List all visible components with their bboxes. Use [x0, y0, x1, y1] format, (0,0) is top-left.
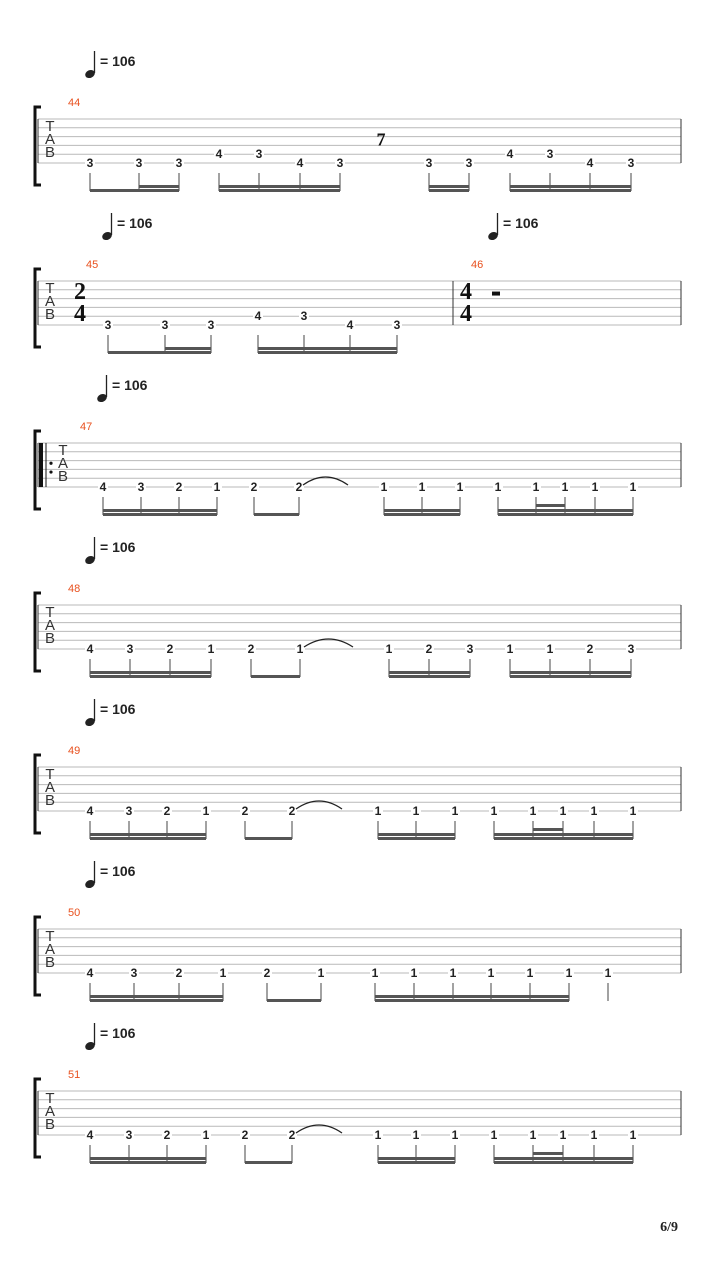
- note-group: [424, 156, 474, 192]
- fret-number: 1: [449, 966, 457, 980]
- fret-number: 1: [219, 966, 227, 980]
- beam: [498, 513, 633, 516]
- tempo-marking: [101, 213, 153, 242]
- beam: [267, 999, 321, 1002]
- repeat-dot: [49, 470, 52, 473]
- beam: [533, 1152, 563, 1155]
- tab-clef-letter: A: [57, 455, 69, 472]
- tab-clef-letter: B: [44, 630, 56, 647]
- fret-number: 4: [86, 642, 94, 656]
- note-group: [103, 318, 216, 354]
- tab-clef-letter: A: [44, 1103, 56, 1120]
- tab-system: [35, 51, 681, 192]
- fret-number: 4: [86, 966, 94, 980]
- fret-number: 1: [565, 966, 573, 980]
- fret-number: 1: [591, 480, 599, 494]
- fret-number: 1: [418, 480, 426, 494]
- tempo-marking: [487, 213, 539, 242]
- tab-clef-letter: A: [44, 293, 56, 310]
- fret-number: 4: [99, 480, 107, 494]
- measure-number: 51: [68, 1069, 81, 1081]
- fret-number: 3: [126, 642, 134, 656]
- fret-number: 1: [529, 1128, 537, 1142]
- tab-clef-letter: B: [44, 954, 56, 971]
- fret-number: 3: [175, 156, 183, 170]
- fret-number: 3: [104, 318, 112, 332]
- tempo-value: = 106: [100, 53, 136, 69]
- tab-clef-letter: A: [44, 941, 56, 958]
- tempo-marking: [96, 375, 148, 404]
- fret-number: 1: [374, 1128, 382, 1142]
- note-group: [246, 642, 305, 678]
- beam: [389, 675, 470, 678]
- beam: [258, 351, 397, 354]
- fret-number: 1: [559, 804, 567, 818]
- beam: [103, 509, 217, 512]
- note-group: [379, 480, 465, 516]
- fret-number: 1: [532, 480, 540, 494]
- tab-clef-letter: T: [45, 766, 55, 783]
- beam: [378, 1161, 455, 1164]
- fret-number: 1: [296, 642, 304, 656]
- tab-system: [35, 537, 681, 678]
- page-number: 6/9: [660, 1220, 678, 1235]
- tab-system: [35, 213, 681, 354]
- fret-number: 2: [288, 1128, 296, 1142]
- beam: [375, 999, 569, 1002]
- tempo-marking: [84, 51, 136, 80]
- note-group: [85, 642, 216, 678]
- tab-system: [35, 375, 681, 516]
- fret-number: 4: [586, 156, 594, 170]
- tab-clef-letter: T: [45, 118, 55, 135]
- fret-number: 1: [590, 804, 598, 818]
- fret-number: 2: [425, 642, 433, 656]
- beam: [219, 189, 340, 192]
- tempo-value: = 106: [503, 215, 539, 231]
- beam: [510, 189, 631, 192]
- measure-number: 49: [68, 745, 81, 757]
- fret-number: 1: [207, 642, 215, 656]
- tab-clef-letter: B: [44, 144, 56, 161]
- fret-number: 1: [559, 1128, 567, 1142]
- beam: [494, 1157, 633, 1160]
- fret-number: 1: [202, 1128, 210, 1142]
- fret-number: 3: [130, 966, 138, 980]
- beam: [90, 189, 179, 192]
- beam: [90, 999, 223, 1002]
- tab-clef-letter: T: [45, 1090, 55, 1107]
- fret-number: 3: [627, 156, 635, 170]
- fret-number: 1: [526, 966, 534, 980]
- tab-clef-letter: B: [44, 306, 56, 323]
- beam: [494, 1161, 633, 1164]
- tempo-value: = 106: [112, 377, 148, 393]
- beam: [378, 833, 455, 836]
- fret-number: 1: [385, 642, 393, 656]
- tempo-marking: [84, 537, 136, 566]
- repeat-dot: [49, 462, 52, 465]
- fret-number: 3: [546, 147, 554, 162]
- eighth-rest: 7: [376, 129, 386, 150]
- measure-number: 44: [68, 97, 81, 109]
- beam: [245, 1161, 292, 1164]
- measure-number: 50: [68, 907, 81, 919]
- fret-number: 4: [296, 156, 304, 170]
- tempo-marking: [84, 861, 136, 890]
- fret-number: 3: [137, 480, 145, 494]
- tempo-value: = 106: [117, 215, 153, 231]
- tempo-value: = 106: [100, 539, 136, 555]
- beam: [90, 1157, 206, 1160]
- tab-clef-letter: T: [45, 604, 55, 621]
- beam: [384, 509, 460, 512]
- fret-number: 3: [336, 156, 344, 170]
- beam: [103, 513, 217, 516]
- tempo-marking: [84, 1023, 136, 1052]
- fret-number: 3: [255, 147, 263, 162]
- fret-number: 2: [241, 1128, 249, 1142]
- beam: [219, 185, 340, 188]
- beam: [254, 513, 299, 516]
- fret-number: 2: [250, 480, 258, 494]
- fret-number: 2: [163, 804, 171, 818]
- fret-number: 1: [546, 642, 554, 656]
- fret-number: 1: [317, 966, 325, 980]
- fret-number: 3: [425, 156, 433, 170]
- fret-number: 2: [166, 642, 174, 656]
- beam: [90, 675, 211, 678]
- beam: [258, 347, 397, 350]
- beam: [429, 189, 469, 192]
- time-signature-bottom: 4: [74, 301, 86, 327]
- note-group: [370, 966, 574, 1002]
- measure-number: 45: [86, 259, 99, 271]
- fret-number: 1: [451, 804, 459, 818]
- fret-number: 2: [163, 1128, 171, 1142]
- fret-number: 1: [506, 642, 514, 656]
- fret-number: 1: [487, 966, 495, 980]
- note-group: [377, 129, 386, 149]
- repeat-thick-bar: [39, 443, 43, 487]
- beam: [510, 671, 631, 674]
- fret-number: 3: [627, 642, 635, 656]
- fret-number: 1: [494, 480, 502, 494]
- fret-number: 2: [586, 642, 594, 656]
- note-group: [603, 966, 613, 1001]
- beam: [389, 671, 470, 674]
- fret-number: 2: [175, 480, 183, 494]
- tempo-value: = 106: [100, 701, 136, 717]
- fret-number: 2: [288, 804, 296, 818]
- fret-number: 4: [254, 309, 262, 324]
- measure-number: 46: [471, 259, 484, 271]
- note-group: [85, 804, 211, 840]
- fret-number: 1: [561, 480, 569, 494]
- beam: [378, 837, 455, 840]
- beam: [375, 995, 569, 998]
- fret-number: 3: [125, 804, 133, 818]
- note-group: [489, 1128, 638, 1164]
- tab-clef-letter: A: [44, 131, 56, 148]
- note-group: [373, 804, 460, 840]
- beam: [510, 185, 631, 188]
- fret-number: 2: [241, 804, 249, 818]
- fret-number: 1: [629, 480, 637, 494]
- beam: [384, 513, 460, 516]
- note-group: [505, 642, 636, 678]
- tab-clef-letter: T: [45, 280, 55, 297]
- beam: [90, 671, 211, 674]
- tempo-marking: [84, 699, 136, 728]
- tab-system: [35, 1023, 681, 1164]
- time-signature-bottom: 4: [460, 301, 472, 327]
- beam: [245, 837, 292, 840]
- note-group: [493, 480, 638, 516]
- fret-number: 3: [466, 642, 474, 656]
- fret-number: 3: [125, 1128, 133, 1142]
- note-group: [384, 642, 475, 678]
- tab-system: [35, 861, 681, 1002]
- fret-number: 1: [371, 966, 379, 980]
- fret-number: 2: [263, 966, 271, 980]
- time-signature-top: 4: [460, 279, 472, 305]
- tab-clef-letter: A: [44, 779, 56, 796]
- fret-number: 2: [295, 480, 303, 494]
- time-signature-top: 2: [74, 279, 86, 305]
- fret-number: 4: [215, 147, 223, 162]
- tab-system: [35, 699, 681, 840]
- note-group: [98, 480, 222, 516]
- tempo-value: = 106: [100, 863, 136, 879]
- fret-number: 1: [213, 480, 221, 494]
- beam: [494, 837, 633, 840]
- note-group: [85, 1128, 211, 1164]
- tab-clef-letter: T: [45, 928, 55, 945]
- beam: [90, 837, 206, 840]
- tab-clef-letter: B: [57, 468, 69, 485]
- fret-number: 4: [346, 318, 354, 332]
- beam: [533, 828, 563, 831]
- beam: [510, 675, 631, 678]
- measure-number: 48: [68, 583, 81, 595]
- beam: [536, 504, 565, 507]
- tab-clef-letter: T: [58, 442, 68, 459]
- fret-number: 3: [161, 318, 169, 332]
- note-group: [240, 804, 297, 840]
- fret-number: 1: [410, 966, 418, 980]
- fret-number: 3: [86, 156, 94, 170]
- fret-number: 2: [247, 642, 255, 656]
- beam: [498, 509, 633, 512]
- fret-number: 1: [412, 804, 420, 818]
- beam: [378, 1157, 455, 1160]
- fret-number: 4: [86, 804, 94, 818]
- fret-number: 1: [490, 1128, 498, 1142]
- fret-number: 1: [412, 1128, 420, 1142]
- tempo-value: = 106: [100, 1025, 136, 1041]
- fret-number: 2: [175, 966, 183, 980]
- fret-number: 3: [135, 156, 143, 170]
- beam: [90, 1161, 206, 1164]
- fret-number: 1: [604, 966, 612, 980]
- beam: [90, 995, 223, 998]
- note-group: [240, 1128, 297, 1164]
- fret-number: 3: [465, 156, 473, 170]
- beam: [139, 185, 179, 188]
- note-group: [262, 966, 326, 1002]
- tab-clef-letter: B: [44, 792, 56, 809]
- beam: [494, 833, 633, 836]
- fret-number: 4: [86, 1128, 94, 1142]
- fret-number: 1: [374, 804, 382, 818]
- fret-number: 1: [629, 1128, 637, 1142]
- fret-number: 1: [590, 1128, 598, 1142]
- fret-number: 4: [506, 147, 514, 162]
- beam: [165, 347, 211, 350]
- fret-number: 1: [380, 480, 388, 494]
- fret-number: 1: [202, 804, 210, 818]
- note-group: [85, 156, 184, 192]
- beam: [108, 351, 211, 354]
- beam: [90, 833, 206, 836]
- tab-clef-letter: A: [44, 617, 56, 634]
- measure-number: 47: [80, 421, 93, 433]
- fret-number: 1: [451, 1128, 459, 1142]
- fret-number: 1: [456, 480, 464, 494]
- beam: [251, 675, 300, 678]
- fret-number: 1: [529, 804, 537, 818]
- fret-number: 1: [629, 804, 637, 818]
- note-group: [85, 966, 228, 1002]
- note-group: [373, 1128, 460, 1164]
- note-group: [249, 480, 304, 516]
- fret-number: 3: [393, 318, 401, 332]
- whole-rest: [492, 292, 500, 296]
- fret-number: 1: [490, 804, 498, 818]
- note-group: [489, 804, 638, 840]
- fret-number: 3: [300, 309, 308, 324]
- beam: [429, 185, 469, 188]
- fret-number: 3: [207, 318, 215, 332]
- tab-clef-letter: B: [44, 1116, 56, 1133]
